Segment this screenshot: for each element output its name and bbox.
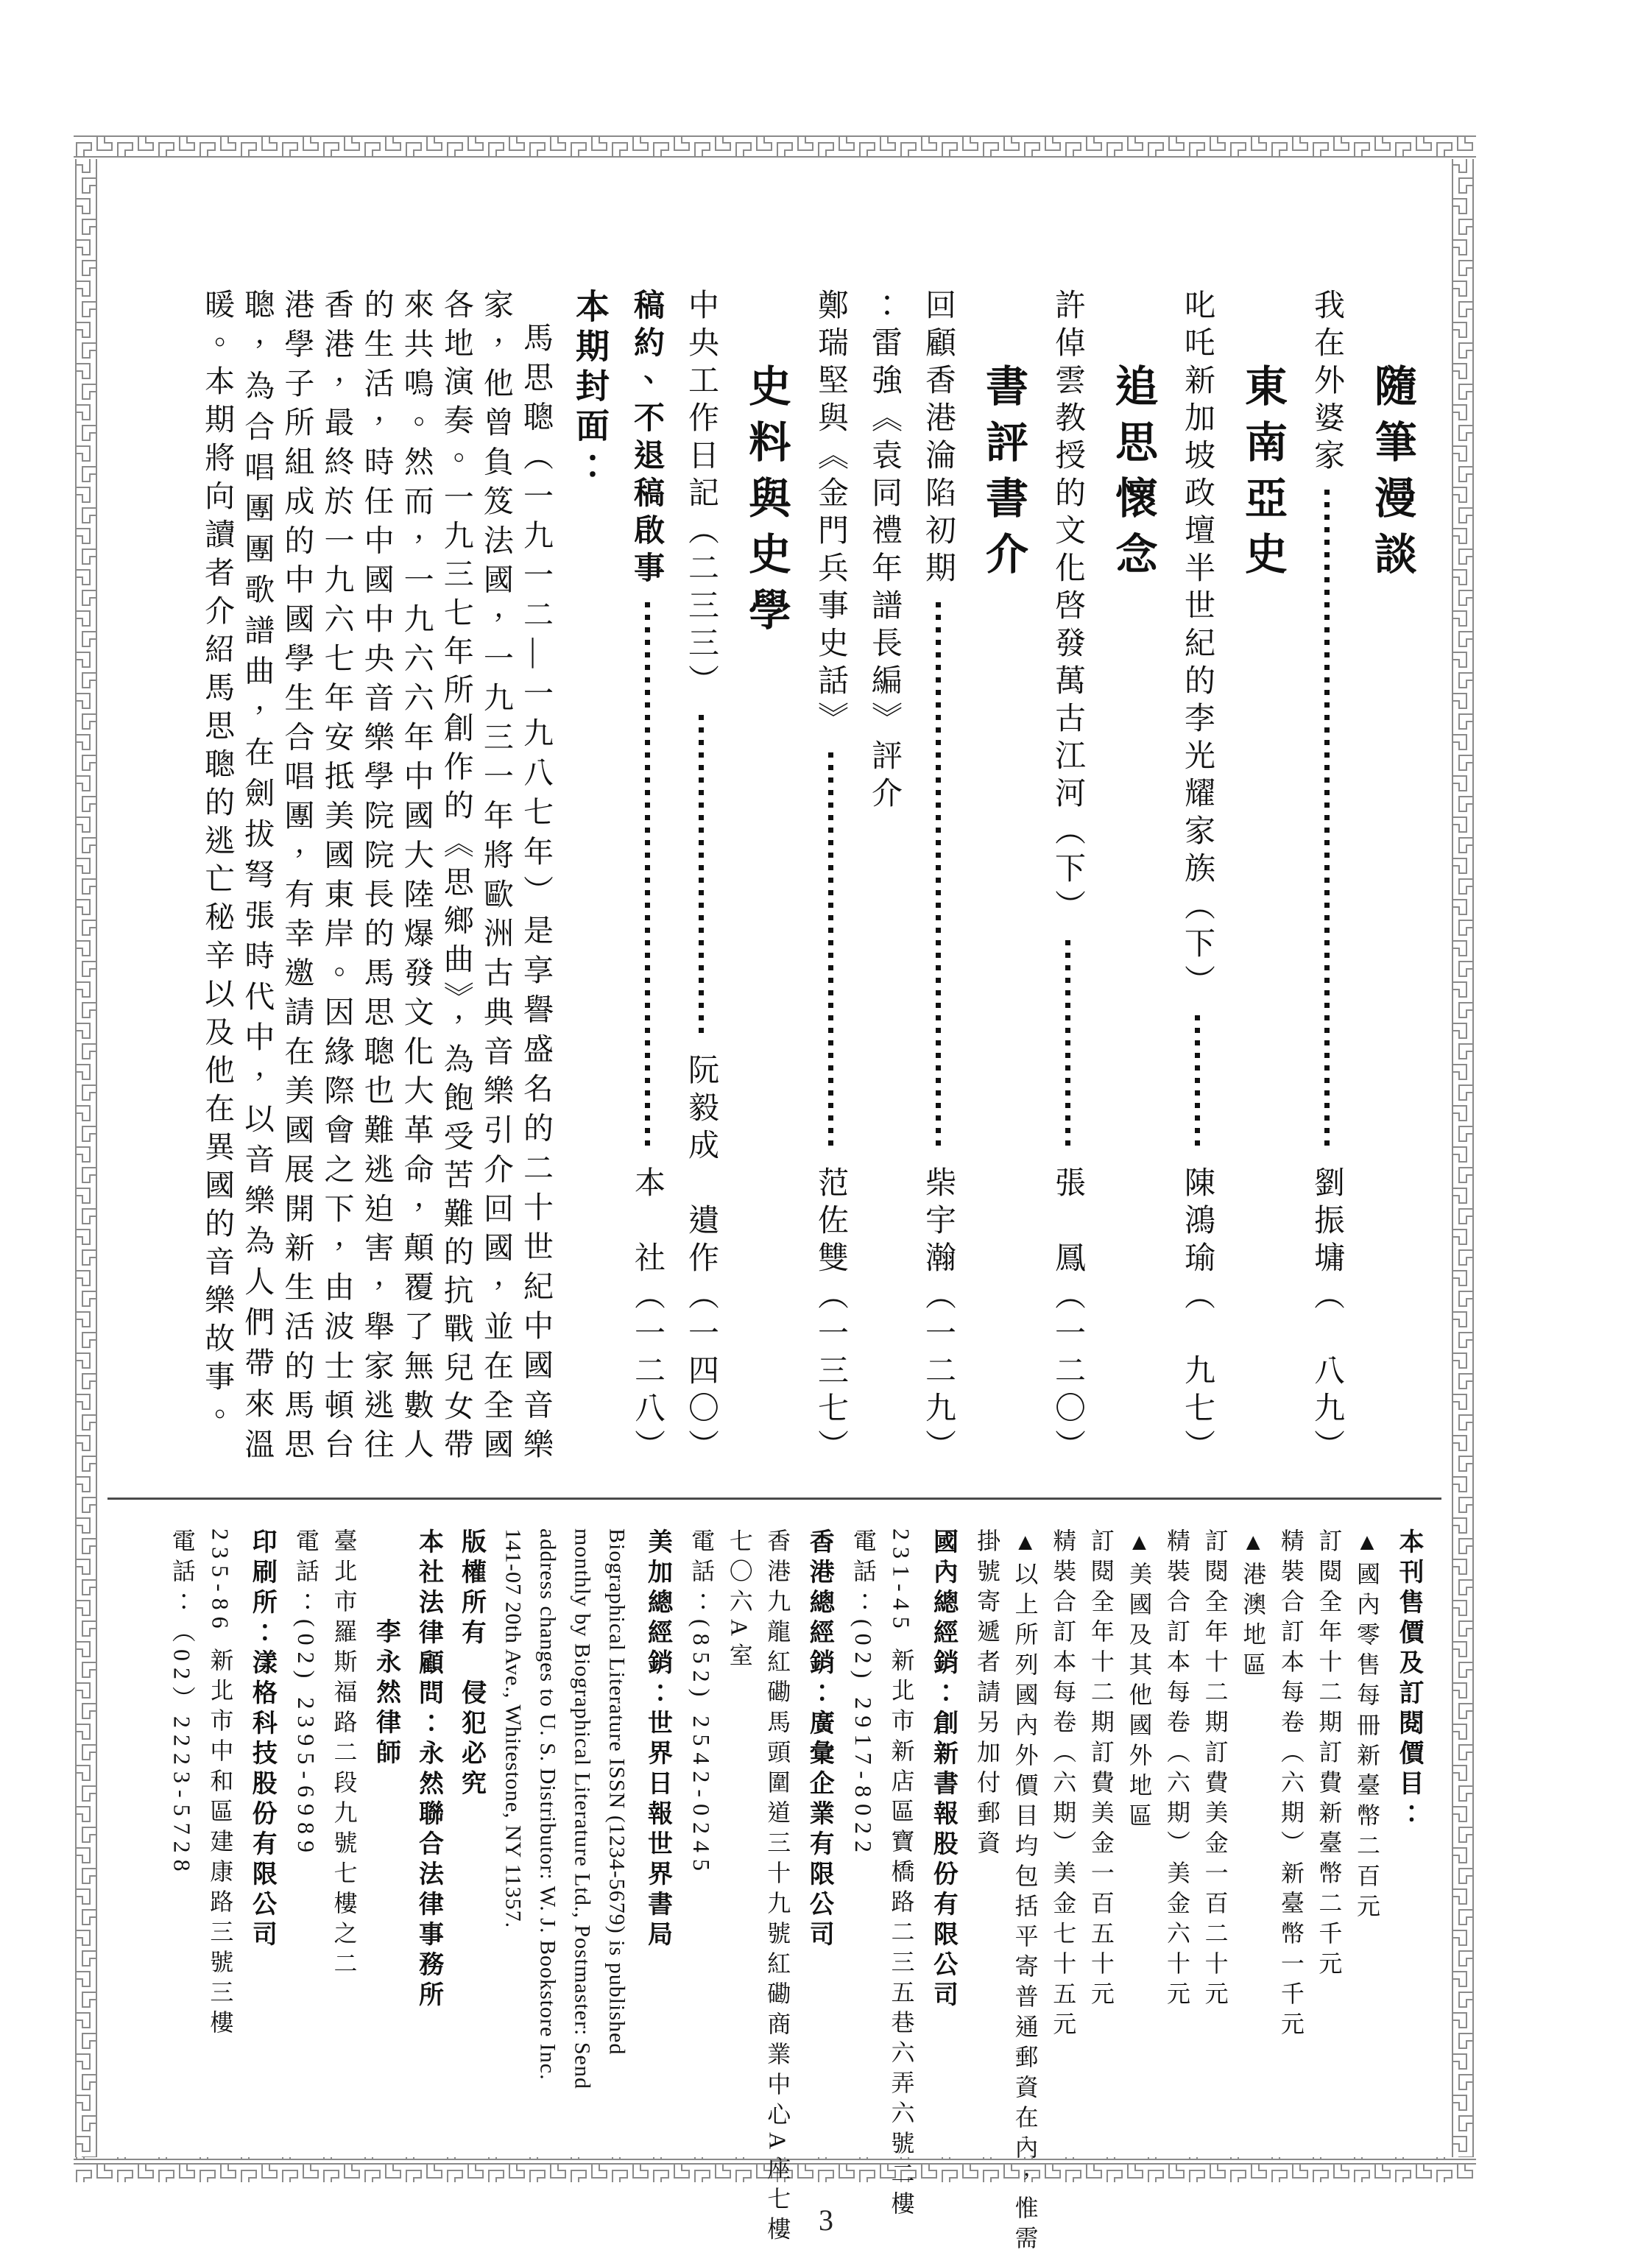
page-number: （一二八） [630, 1279, 664, 1467]
toc-entry-title: 回顧香港淪陷初期 [921, 289, 955, 589]
dot-leader [699, 715, 704, 1040]
page-number: （ 九七） [1180, 1279, 1214, 1467]
toc-entry-hongkong-fall [916, 289, 960, 1467]
author-name: 本 社 [630, 1166, 664, 1279]
pricing-heading: 本刊售價及訂閱價目： [1395, 1528, 1423, 1830]
toc-entry-author [916, 1166, 960, 1467]
hongkong-distributor-address-1: 香港九龍紅磡馬頭圍道三十九號紅磡商業中心A座七樓 [764, 1528, 791, 2247]
publication-info [169, 1528, 1434, 2256]
page-number: （ 八九） [1310, 1279, 1344, 1467]
toc-entry-grandma-home [1305, 289, 1349, 1467]
pricing-line: ▲港澳地區 [1240, 1528, 1267, 1682]
us-canada-distributor-heading: 美加總經銷：世界日報世界書局 [643, 1528, 672, 1951]
issn-statement-line-2: monthly by Biographical Literature Ltd., Postmaster: Send [570, 1528, 595, 2089]
folio-page-number: 3 [819, 2204, 833, 2237]
toc-entry-kinmen-military [808, 289, 853, 1467]
legal-counsel-heading: 本社法律顧問：永然聯合法律事務所 [414, 1528, 443, 2011]
pricing-line: 精裝合訂本每卷（六期）美金六十元 [1164, 1528, 1191, 2011]
toc-entry-hsu-cho-yun [1045, 289, 1090, 1467]
table-of-contents [197, 289, 1434, 1467]
page-number: （一四〇） [684, 1279, 718, 1467]
toc-entry-title: 稿約、不退稿啟事 [630, 289, 665, 589]
toc-entry-author [625, 1166, 669, 1467]
copyright-notice: 版權所有 侵犯必究 [457, 1528, 486, 1800]
legal-counsel-name: 李永然律師 [372, 1618, 400, 1769]
toc-entry-central-work-diary [679, 289, 723, 1467]
pricing-line: 掛號寄遞者請另加付郵資 [974, 1528, 1001, 1860]
hongkong-distributor-address-2: 七〇六A室 [726, 1528, 753, 1673]
domestic-distributor-heading: 國內總經銷：創新書報股份有限公司 [929, 1528, 958, 2011]
author-name: 劉振墉 [1310, 1166, 1344, 1279]
toc-entry-lee-family [1175, 289, 1219, 1467]
dot-leader [1324, 490, 1330, 1153]
toc-section-heading-southeast-asia: 東南亞史 [1238, 364, 1286, 588]
page-number: （一二九） [921, 1279, 955, 1467]
legal-counsel-address: 臺北市羅斯福路二段九號七樓之二 [331, 1528, 358, 1981]
dot-leader [1195, 1015, 1200, 1153]
border-top-strip [74, 134, 1476, 159]
hongkong-distributor-phone: 電話：(852) 2542-0245 [688, 1528, 716, 1877]
pricing-line: 訂閱全年十二期訂費美金一百五十元 [1087, 1528, 1115, 2011]
author-name: 阮毅成 遺作 [684, 1054, 718, 1279]
border-right-strip [1451, 159, 1476, 2157]
printer-phone: 電話：（02）2223-5728 [169, 1528, 196, 1878]
border-left-strip [74, 159, 99, 2157]
domestic-distributor-phone: 電話：(02) 2917-8022 [850, 1528, 877, 1859]
toc-entry-submission-notice [625, 289, 669, 1467]
pricing-line: 精裝合訂本每卷（六期）新臺幣一千元 [1277, 1528, 1305, 2042]
toc-section-heading-book-reviews: 書評書介 [979, 364, 1027, 588]
toc-section-heading-essays: 隨筆漫談 [1368, 364, 1416, 588]
author-name: 范佐雙 [813, 1166, 847, 1279]
author-name: 陳鴻瑜 [1180, 1166, 1214, 1279]
printer-address: 235-86 新北市中和區建康路三號三樓 [207, 1528, 234, 2040]
toc-entry-author [808, 1166, 853, 1467]
author-name: 張 鳳 [1051, 1166, 1084, 1279]
toc-entry-author [679, 1054, 723, 1467]
issn-statement-line-1: Biographical Literature ISSN (1234-5679) is published [604, 1528, 629, 2056]
toc-entry-title: 我在外婆家 [1310, 289, 1344, 476]
issn-statement-line-4: 141-07 20th Ave., Whitestone, NY 11357. [501, 1528, 526, 1929]
dot-leader [1065, 940, 1070, 1153]
pricing-line: ▲以上所列國內外價目均包括平寄普通郵資在內，惟需 [1012, 1528, 1039, 2256]
toc-entry-title: 許倬雲教授的文化啓發萬古江河（下） [1051, 289, 1084, 927]
pricing-line: ▲國內零售每冊新臺幣二百元 [1354, 1528, 1380, 1924]
page-number: （一三七） [813, 1279, 847, 1467]
section-divider-rule [107, 1498, 1441, 1500]
pricing-line: 訂閱全年十二期訂費美金一百二十元 [1201, 1528, 1229, 2011]
issn-statement-line-3: address changes to U. S. Distributor: W. J. Bookstore Inc. [535, 1528, 560, 2081]
toc-entry-author [1305, 1166, 1349, 1467]
toc-entry-title: 叱吒新加坡政壇半世紀的李光耀家族（下） [1180, 289, 1214, 1002]
toc-entry-title: 中央工作日記（二三三） [684, 289, 718, 702]
printer-heading: 印刷所：漾格科技股份有限公司 [248, 1528, 277, 1951]
dot-leader [645, 602, 650, 1153]
legal-counsel-phone: 電話：(02) 2395-6989 [292, 1528, 320, 1859]
toc-entry-title-continuation: ：雷強《袁同禮年譜長編》評介 [867, 289, 901, 814]
cover-story-heading: 本期封面： [571, 289, 610, 487]
pricing-line: 訂閱全年十二期訂費新臺幣二千元 [1316, 1528, 1343, 1981]
dot-leader [936, 602, 941, 1153]
toc-section-heading-remembrance: 追思懷念 [1109, 364, 1157, 588]
toc-section-heading-historical-materials: 史料與史學 [742, 364, 790, 643]
toc-entry-author [1175, 1166, 1219, 1467]
toc-entry-title: 鄭瑞堅與《金門兵事史話》 [813, 289, 847, 739]
pricing-line: 精裝合訂本每卷（六期）美金七十五元 [1050, 1528, 1077, 2042]
dot-leader [828, 752, 833, 1153]
page-number: （一二〇） [1051, 1279, 1084, 1467]
pricing-line: ▲美國及其他國外地區 [1126, 1528, 1153, 1833]
domestic-distributor-address: 231-45 新北市新店區寶橋路二三五巷六弄六號二樓 [888, 1528, 915, 2221]
cover-story-paragraph: 馬思聰（一九一二—一九八七年）是享譽盛名的二十世紀中國音樂家，他曾負笈法國，一九三一年將歐洲古典音樂引介回國，並在全國各地演奏。一九三七年所創作的《思鄉曲》，為飽受苦難的抗戰兒女帶來共鳴。然而，一九六六年中國大陸爆發文化大革命，顛覆了無數人的生活，時任中國中央音樂學院院長的馬思聰也難逃迫害，舉家逃往香港，最終於一九六七年安抵美國東岸。因緣際會之下，由波士頓台港學子所組成的中國學生合唱團，有幸邀請在美國展開新生活的馬思聰，為合唱團團歌譜曲，在劍拔弩張時代中，以音樂為人們帶來溫暖。本期將向讀者介紹馬思聰的逃亡秘辛以及他在異國的音樂故事。 [200, 289, 553, 1467]
author-name: 柴宇瀚 [921, 1166, 955, 1279]
hongkong-distributor-heading: 香港總經銷：廣彙企業有限公司 [805, 1528, 834, 1951]
toc-entry-author [1045, 1166, 1090, 1467]
